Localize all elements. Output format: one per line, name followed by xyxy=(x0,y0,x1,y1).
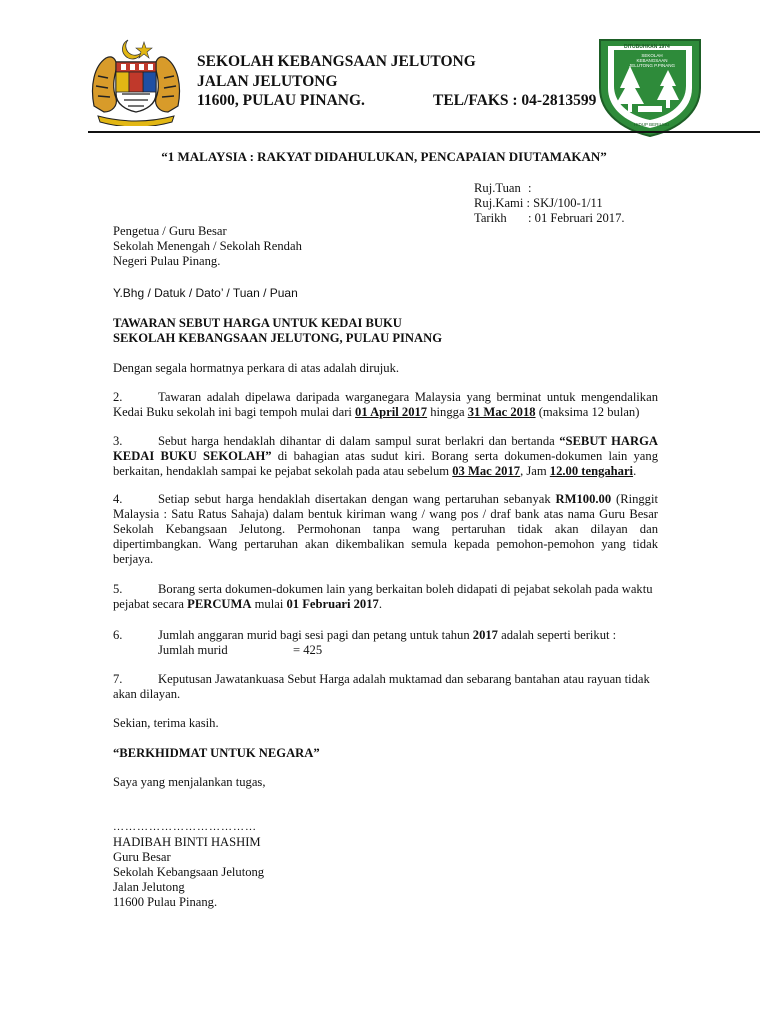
signatory-name: HADIBAH BINTI HASHIM xyxy=(113,835,261,849)
signature-block xyxy=(113,835,658,910)
coat-of-arms-logo xyxy=(88,36,184,126)
paragraph-text: . xyxy=(378,597,382,611)
paragraph-text: . xyxy=(633,464,637,478)
ruj-tuan-label: Ruj.Tuan xyxy=(474,181,521,195)
paragraph-5 xyxy=(113,582,658,612)
signature-line: ……………………………… xyxy=(113,821,257,833)
school-street: JALAN JELUTONG xyxy=(197,72,338,90)
school-crest-logo xyxy=(594,36,706,138)
tarikh-value: : 01 Februari 2017. xyxy=(528,211,625,225)
recipient-address xyxy=(113,224,658,269)
paragraph-text: hingga xyxy=(427,405,468,419)
crest-motto-text: HIDUP BERILMU xyxy=(634,122,670,127)
paragraph-text: Borang serta dokumen-dokumen lain yang berkaitan boleh didapati di pejabat sekolah pada waktu pejabat secara xyxy=(113,582,653,611)
end-date: 31 Mac 2018 xyxy=(467,405,536,419)
paragraph-text: adalah seperti berikut : xyxy=(497,628,617,642)
paragraph-number: 7. xyxy=(113,672,123,686)
paragraph-3 xyxy=(113,434,658,479)
signatory-city: 11600 Pulau Pinang. xyxy=(113,895,218,909)
recipient-line: Pengetua / Guru Besar xyxy=(113,224,227,238)
paragraph-text: (Ringgit Malaysia : Satu Ratus Sahaja) dalam bentuk kiriman wang / wang pos / draf bank atas nama Guru Besar Sekolah Kebangsaan Jelutong. Permohonan tanpa wang pertaruhan tidak akan dilayan dan dipertimbangkan. Wang pertaruhan akan dikembalikan semula kepada pemohon-pemohon yang tidak berjaya. xyxy=(113,492,658,566)
paragraph-text: Setiap sebut harga hendaklah disertakan dengan wang pertaruhan sebanyak xyxy=(158,492,556,506)
paragraph-text: Sebut harga hendaklah dihantar di dalam sampul surat berlakri dan bertanda xyxy=(158,434,560,448)
national-motto: “BERKHIDMAT UNTUK NEGARA” xyxy=(113,746,320,760)
salutation: Y.Bhg / Datuk / Dato’ / Tuan / Puan xyxy=(113,286,298,300)
reference-block xyxy=(474,181,625,226)
start-date: 01 April 2017 xyxy=(355,405,428,419)
recipient-line: Sekolah Menengah / Sekolah Rendah xyxy=(113,239,302,253)
ruj-kami-value: : SKJ/100-1/11 xyxy=(526,196,603,210)
paragraph-4 xyxy=(113,492,658,567)
paragraph-2 xyxy=(113,390,658,420)
paragraph-text: di bahagian atas sudut kiri. Borang serta dokumen-dokumen lain yang berkaitan, hendaklah sampai ke pejabat sekolah pada atau sebelum xyxy=(113,449,658,478)
crest-founded-text: DITUBUHKAN 1974 xyxy=(624,44,670,50)
free-label: PERCUMA xyxy=(187,597,252,611)
paragraph-text: Keputusan Jawatankuasa Sebut Harga adalah muktamad dan sebarang bantahan atau rayuan tidak akan dilayan. xyxy=(113,672,650,701)
paragraph-text: mulai xyxy=(251,597,287,611)
subject-line: TAWARAN SEBUT HARGA UNTUK KEDAI BUKU xyxy=(113,316,402,330)
school-tel-fax: TEL/FAKS : 04-2813599 xyxy=(433,92,597,109)
signatory-school: Sekolah Kebangsaan Jelutong xyxy=(113,865,265,879)
paragraph-text: (maksima 12 bulan) xyxy=(535,405,640,419)
availability-date: 01 Februari 2017 xyxy=(286,597,379,611)
paragraph-6 xyxy=(113,628,658,658)
deadline-time: 12.00 tengahari xyxy=(549,464,634,478)
ruj-kami-label: Ruj.Kami xyxy=(474,196,524,210)
slogan: “1 MALAYSIA : RAKYAT DIDAHULUKAN, PENCAPAIAN DIUTAMAKAN” xyxy=(161,149,607,164)
crest-school-name-text: SEKOLAH KEBANGSAAN JELUTONG P.PINANG xyxy=(628,53,676,68)
recipient-line: Negeri Pulau Pinang. xyxy=(113,254,221,268)
paragraph-text: Tawaran adalah dipelawa daripada warganegara Malaysia yang berminat untuk mengendalikan Kedai Buku sekolah ini bagi tempoh mulai dari xyxy=(113,390,658,419)
paragraph-number: 6. xyxy=(113,628,123,642)
signatory-title: Guru Besar xyxy=(113,850,171,864)
ruj-tuan-value: : xyxy=(528,181,532,195)
deadline-date: 03 Mac 2017 xyxy=(452,464,521,478)
school-name: SEKOLAH KEBANGSAAN JELUTONG xyxy=(197,53,476,70)
school-postcode-city: 11600, PULAU PINANG. xyxy=(197,92,365,109)
header-rule xyxy=(88,131,760,133)
subject xyxy=(113,316,658,346)
letterhead xyxy=(197,52,597,111)
paragraph-text: , Jam xyxy=(520,464,550,478)
student-count-label: Jumlah murid xyxy=(158,643,228,657)
paragraph-number: 2. xyxy=(113,390,123,404)
paragraph-number: 4. xyxy=(113,492,123,506)
paragraph-number: 5. xyxy=(113,582,123,596)
enrolment-year: 2017 xyxy=(472,628,498,642)
signatory-street: Jalan Jelutong xyxy=(113,880,185,894)
deposit-amount: RM100.00 xyxy=(555,492,612,506)
tarikh-label: Tarikh xyxy=(474,211,507,225)
duty-line: Saya yang menjalankan tugas, xyxy=(113,775,266,789)
intro-paragraph: Dengan segala hormatnya perkara di atas adalah dirujuk. xyxy=(113,361,400,375)
closing: Sekian, terima kasih. xyxy=(113,716,219,730)
paragraph-number: 3. xyxy=(113,434,123,448)
paragraph-7 xyxy=(113,672,658,702)
paragraph-text: Jumlah anggaran murid bagi sesi pagi dan petang untuk tahun xyxy=(158,628,473,642)
student-count-value: = 425 xyxy=(293,643,323,657)
envelope-marking: “SEBUT HARGA KEDAI BUKU SEKOLAH” xyxy=(113,434,658,463)
subject-line: SEKOLAH KEBANGSAAN JELUTONG, PULAU PINANG xyxy=(113,331,442,345)
